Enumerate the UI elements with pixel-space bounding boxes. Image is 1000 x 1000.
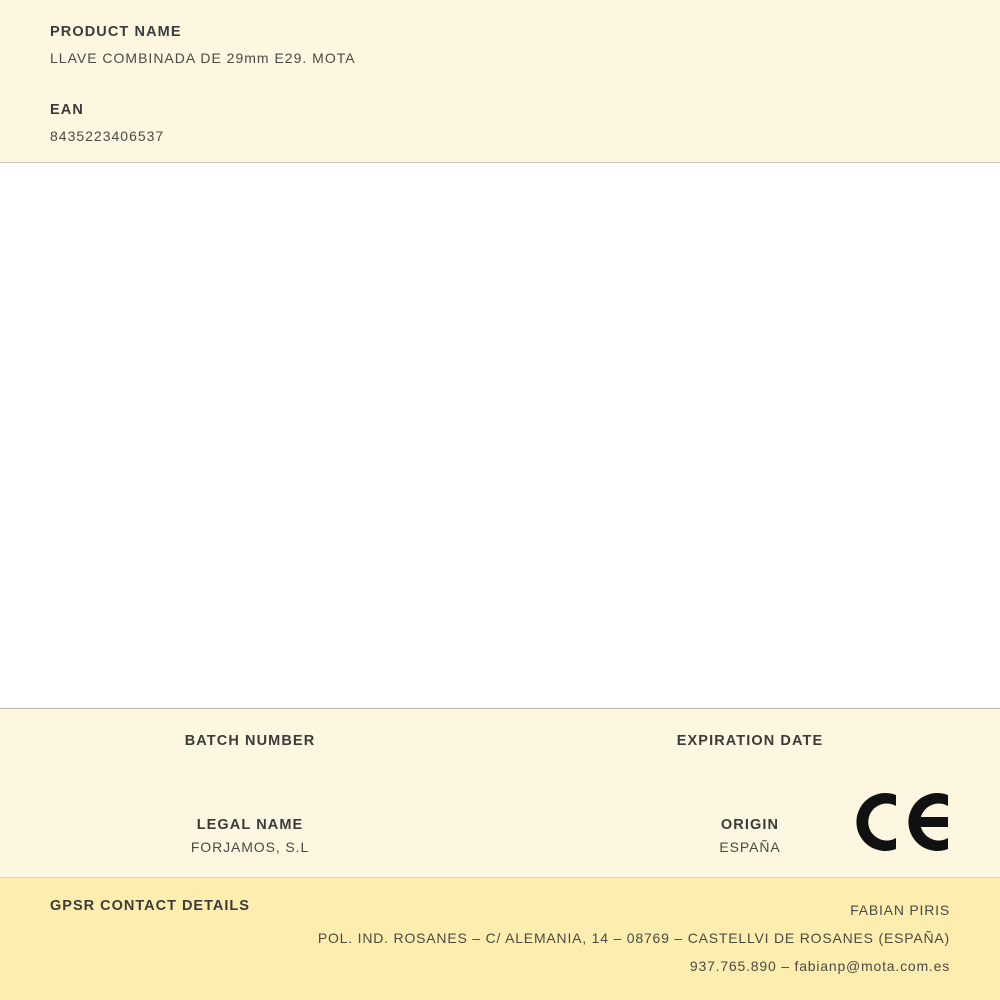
product-name-value: LLAVE COMBINADA DE 29mm E29. MOTA bbox=[50, 50, 356, 66]
expiration-date-label: EXPIRATION DATE bbox=[676, 733, 824, 749]
ean-label: EAN bbox=[50, 102, 84, 118]
legal-name-field bbox=[0, 817, 500, 855]
ean-value: 8435223406537 bbox=[50, 128, 165, 144]
product-name-field bbox=[50, 24, 950, 66]
contact-phone-email: 937.765.890 – fabianp@mota.com.es bbox=[689, 958, 950, 974]
ce-marking-icon bbox=[856, 791, 948, 853]
gpsr-contact-details bbox=[318, 896, 950, 980]
ean-field bbox=[50, 102, 950, 144]
contact-name: FABIAN PIRIS bbox=[850, 902, 950, 918]
contact-address: POL. IND. ROSANES – C/ ALEMANIA, 14 – 08769 – CASTELLVI DE ROSANES (ESPAÑA) bbox=[317, 930, 950, 946]
legal-name-label: LEGAL NAME bbox=[196, 817, 304, 833]
product-name-label: PRODUCT NAME bbox=[50, 24, 182, 40]
product-info-block bbox=[0, 0, 1000, 163]
batch-number-field bbox=[0, 733, 500, 755]
gpsr-contact-label: GPSR CONTACT DETAILS bbox=[50, 898, 250, 914]
details-row-batch-expiration bbox=[0, 733, 1000, 755]
product-details-block bbox=[0, 709, 1000, 878]
details-row-legal-origin bbox=[0, 817, 1000, 855]
blank-content-area bbox=[0, 163, 1000, 709]
origin-label: ORIGIN bbox=[720, 817, 780, 833]
batch-number-label: BATCH NUMBER bbox=[184, 733, 316, 749]
origin-value: ESPAÑA bbox=[719, 839, 781, 855]
legal-name-value: FORJAMOS, S.L bbox=[190, 839, 310, 855]
expiration-date-field bbox=[500, 733, 1000, 755]
gpsr-contact-block bbox=[0, 878, 1000, 1000]
